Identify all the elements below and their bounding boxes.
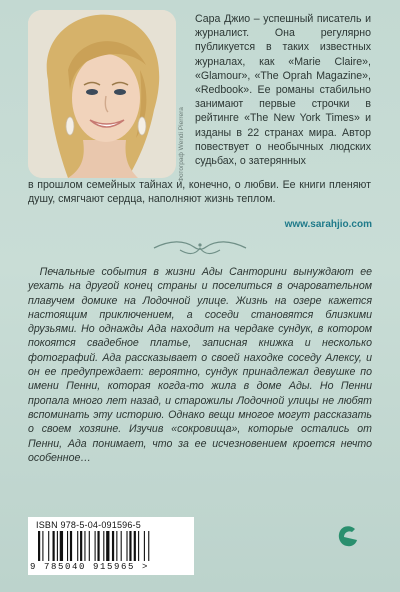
isbn-label: ISBN 978-5-04-091596-5	[36, 520, 141, 530]
author-website[interactable]: www.sarahjio.com	[284, 219, 372, 230]
author-photo	[28, 10, 176, 178]
barcode-panel	[28, 517, 194, 575]
publisher-logo-icon	[335, 523, 361, 549]
author-bio-continued	[28, 170, 371, 206]
barcode-digits: 9 785040 915965 >	[30, 562, 150, 572]
barcode-bars	[36, 531, 186, 563]
photo-credit: Фотограф Wendi Pierrera	[178, 107, 185, 182]
author-bio: Сара Джио – успешный писатель и журналист. Она регулярно публикуется в таких известных журналах, как «Marie Claire», «Glamour», «The Oprah Magazine», «Redbook». Ее романы стабильно занимают первые строчки в рейтинге «The New York Times» и изданы в 22 странах мира. Автор повествует о необычных людских судьбах, о затерянных	[195, 13, 371, 168]
flourish-divider	[150, 236, 250, 258]
annotation-text: Печальные события в жизни Ады Санторини вынуждают ее уехать на другой конец страны и поселиться в очаровательном плавучем домике на Лодочной улице. Жизнь на озере кажется настоящим приключением, а соседи становятся близкими друзьями. Но однажды Ада находит на чердаке сундук, в котором покоятся свадебное платье, записная книжка и несколько фотографий. Ада рассказывает о своей находке соседу Алексу, и он ее предупреждает: вероятно, сундук принадлежал девушке по имени Пенни, которая когда-то жила в доме Ады. Но Пенни пропала много лет назад, и старожилы Лодочной улицы не любят вспоминать эту историю. Однако вещи многое могут рассказать о своем хозяине. Изучив «сокровища», которые остались от Пенни, Ада понимает, что за ее исчезновением кроется нечто особенное…	[28, 266, 372, 464]
book-annotation	[28, 265, 372, 465]
author-bio-bottom: в прошлом семейных тайнах и, конечно, о любви. Ее книги пленяют душу, смягчают сердца, наполняют жизнь теплом.	[28, 179, 371, 206]
